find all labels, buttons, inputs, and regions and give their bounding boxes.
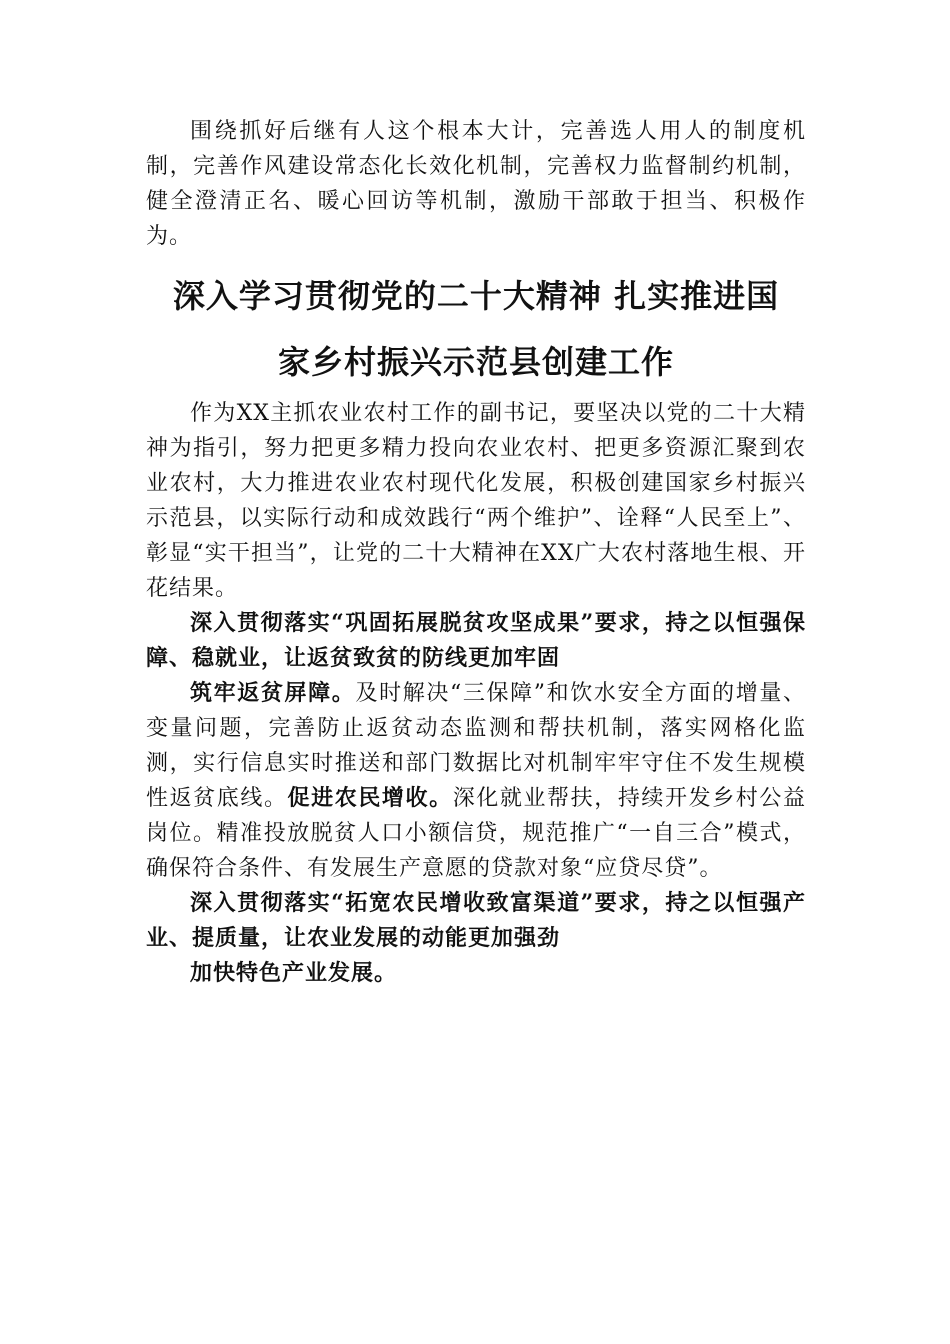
paragraph-2-lead: 筑牢返贫屏障。 [190, 680, 356, 706]
section-heading-1: 深入贯彻落实“巩固拓展脱贫攻坚成果”要求，持之以恒强保障、稳就业，让返贫致贫的防线更加牢固 [146, 610, 806, 671]
paragraph-2-text-a: 及时解决“三保障”和饮水安全方面的增量、变量问题，完善防止返贫动态监测和帮扶机制，落实网格化监测，实行信息实时推送和部门数据比对机制牢牢守住不发生规模性返贫底线。 [146, 681, 806, 811]
document-page [146, 114, 806, 991]
document-title-line-1: 深入学习贯彻党的二十大精神 扎实推进国 [172, 277, 780, 315]
section-heading-2: 深入贯彻落实“拓宽农民增收致富渠道”要求，持之以恒强产业、提质量，让农业发展的动能更加强劲 [146, 890, 806, 951]
paragraph-2-text-b: 深化就业帮扶，持续开发乡村公益岗位。精准投放脱贫人口小额信贷，规范推广“一自三合”模式，确保符合条件、有发展生产意愿的贷款对象“应贷尽贷”。 [146, 786, 806, 881]
intro-paragraph: 围绕抓好后继有人这个根本大计，完善选人用人的制度机制，完善作风建设常态化长效化机制，完善权力监督制约机制，健全澄清正名、暖心回访等机制，激励干部敢于担当、积极作为。 [146, 119, 806, 249]
body-paragraph-3: 加快特色产业发展。 [190, 960, 398, 986]
body-paragraph-1: 作为XX主抓农业农村工作的副书记，要坚决以党的二十大精神为指引，努力把更多精力投向农业农村、把更多资源汇聚到农业农村，大力推进农业农村现代化发展，积极创建国家乡村振兴示范县，以实际行动和成效践行“两个维护”、诠释“人民至上”、彰显“实干担当”，让党的二十大精神在XX广大农村落地生根、开花结果。 [146, 401, 806, 601]
paragraph-2-subhead: 促进农民增收。 [287, 785, 453, 811]
body-paragraph-2 [146, 676, 806, 886]
document-title-line-2: 家乡村振兴示范县创建工作 [277, 343, 674, 381]
